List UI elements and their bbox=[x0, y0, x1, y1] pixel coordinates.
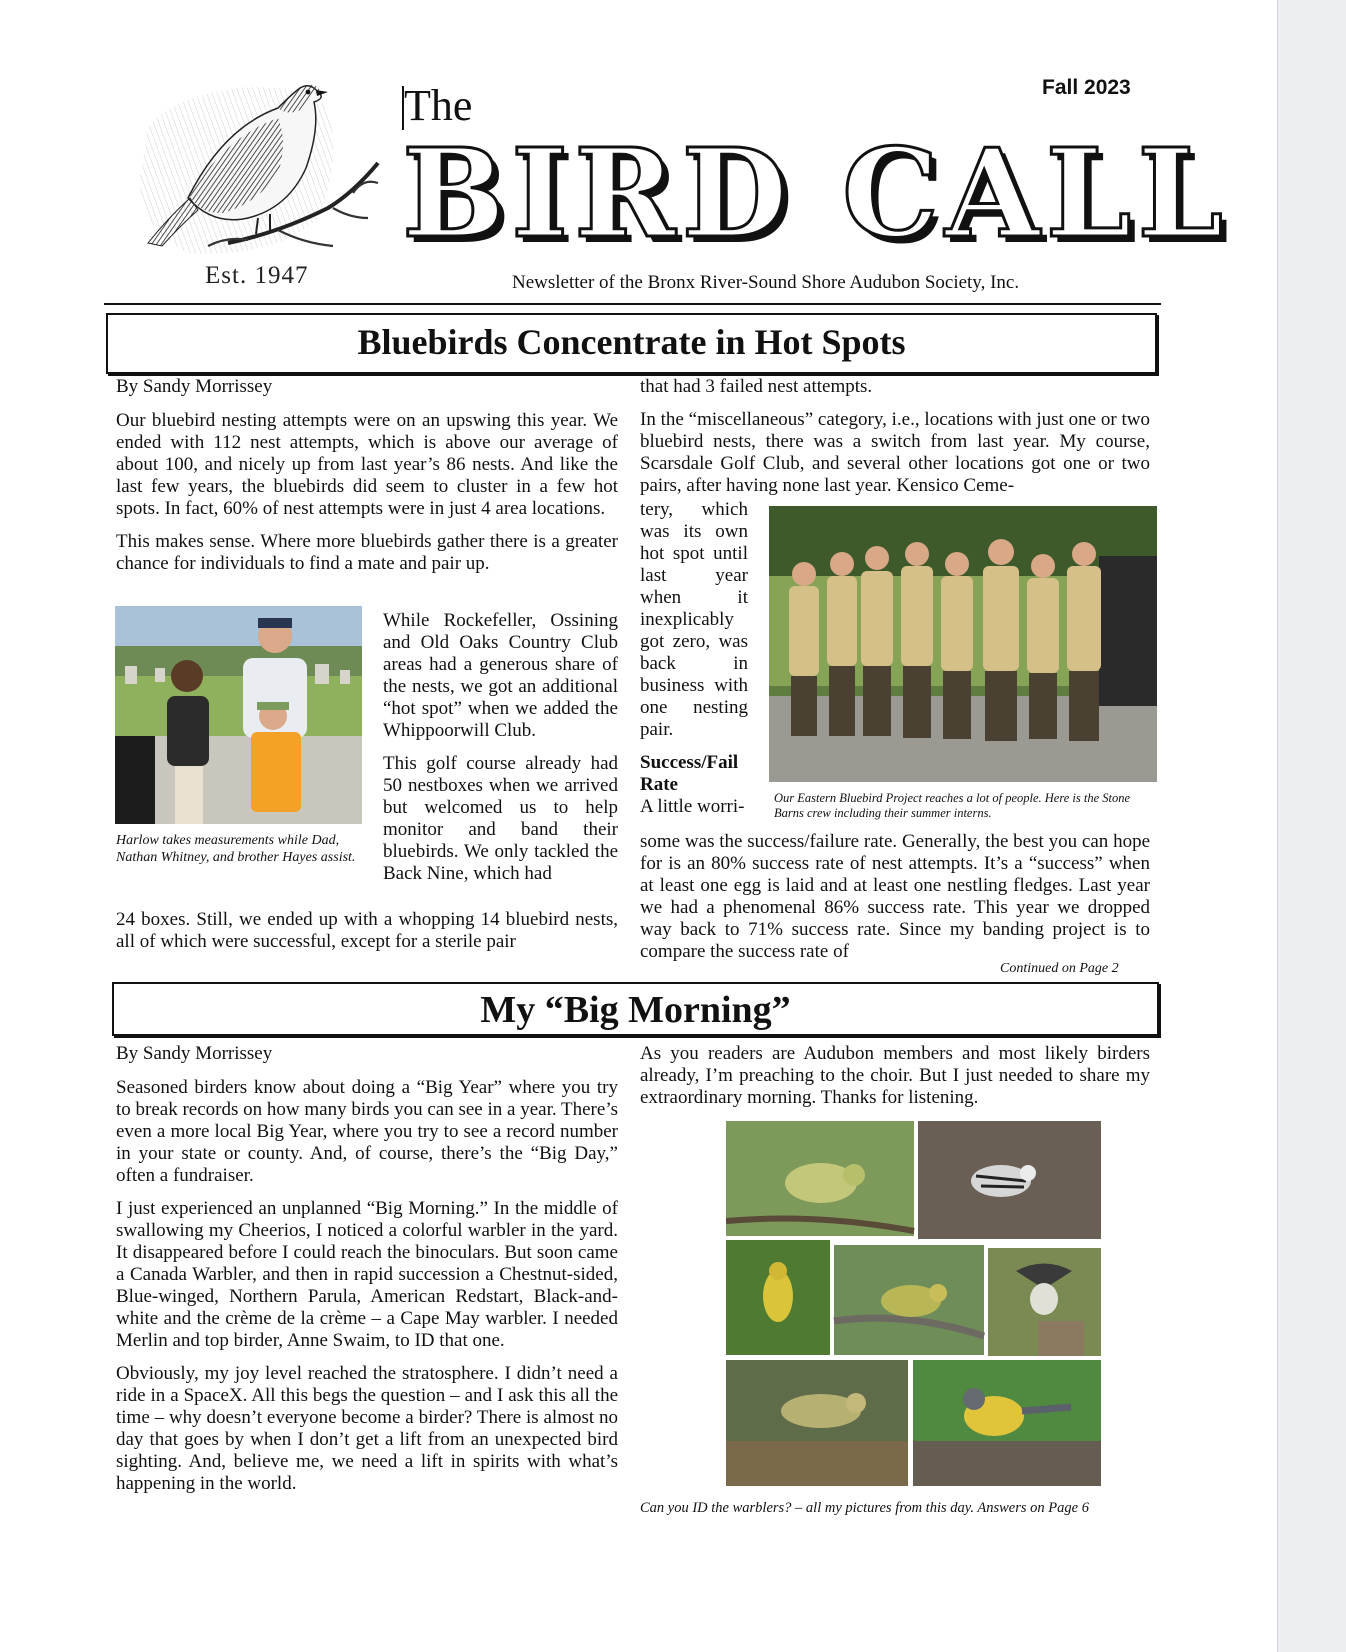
stone-barns-crew-photo bbox=[769, 506, 1157, 782]
warbler-photo-5 bbox=[988, 1248, 1101, 1356]
masthead-subtitle: Newsletter of the Bronx River-Sound Shore Audubon Society, Inc. bbox=[512, 272, 1020, 293]
warbler-photo-7 bbox=[913, 1360, 1101, 1486]
article1-col1-top bbox=[116, 410, 618, 586]
article1-paragraph-6b: some was the success/failure rate. Generally, the best you can hope for is an 80% success rate of nest attempts. It’s a “success” when at least one egg is laid and at least one nestling fledges. Last year we had a phenomenal 86% success rate. This year we dropped way back to 71% success rate. Since my banding project is to compare the success rate of bbox=[640, 831, 1150, 962]
success-fail-subhead: Success/Fail Rate bbox=[640, 752, 739, 795]
masthead-the: The bbox=[404, 81, 473, 130]
article2-col1 bbox=[116, 1077, 618, 1506]
warbler-photo-2 bbox=[918, 1121, 1101, 1239]
warbler-photo-3 bbox=[726, 1240, 830, 1355]
article1-paragraph-5b: tery, which was its own hot spot until last year when it inexplicably got zero, was back in business with one nesting pair. bbox=[640, 499, 748, 740]
article1-paragraph-3: While Rockefeller, Ossining and Old Oaks Country Club areas had a generous share of the nests, we got an additional “hot spot” when we added the Whippoorwill Club. bbox=[383, 610, 618, 741]
article2-byline: By Sandy Morrissey bbox=[116, 1043, 273, 1064]
article1-paragraph-1: Our bluebird nesting attempts were on an upswing this year. We ended with 112 nest attempts, which is above our average of about 100, and nicely up from last year’s 86 nests. And like the last few years, the bluebirds did seem to cluster in a few hot spots. In fact, 60% of nest attempts were in just 4 area locations. bbox=[116, 410, 618, 519]
article1-paragraph-5a: In the “miscellaneous” category, i.e., locations with just one or two bluebird nests, there was a switch from last year. My course, Scarsdale Golf Club, and several other locations got one or two pairs, after having none last year. Kensico Ceme- bbox=[640, 409, 1150, 496]
masthead-title: BIRD CALL bbox=[402, 121, 1230, 265]
family-measuring-photo bbox=[115, 606, 362, 824]
established-year: Est. 1947 bbox=[205, 262, 309, 289]
article1-headline: Bluebirds Concentrate in Hot Spots bbox=[106, 313, 1157, 374]
article2-col2 bbox=[640, 1043, 1150, 1120]
warbler-photo-6 bbox=[726, 1360, 908, 1486]
article1-byline: By Sandy Morrissey bbox=[116, 376, 273, 397]
article1-paragraph-4c: that had 3 failed nest attempts. bbox=[640, 376, 873, 397]
continued-note: Continued on Page 2 bbox=[1000, 961, 1119, 976]
article1-col2-top bbox=[640, 376, 1150, 497]
issue-date: Fall 2023 bbox=[1042, 76, 1131, 99]
article2-paragraph-1: Seasoned birders know about doing a “Big Year” where you try to break records on how many birds you can see in a year. There’s even a more local Big Year, where you try to see a record number in your state or county. And, of course, there’s the “Big Day,” often a fundraiser. bbox=[116, 1077, 618, 1186]
article1-paragraph-2: This makes sense. Where more bluebirds gather there is a greater chance for individuals to find a mate and pair up. bbox=[116, 531, 618, 574]
warbler-photo-4 bbox=[834, 1245, 984, 1355]
warbler-photo-collage bbox=[726, 1121, 1101, 1486]
warbler-photo-1 bbox=[726, 1121, 914, 1236]
article2-paragraph-3: Obviously, my joy level reached the stratosphere. I didn’t need a ride in a SpaceX. All this begs the question – and I ask this all the time – why doesn’t everyone become a birder? There is almost no day that goes by when I don’t get a lift from an unexpected bird sighting. And, believe me, we need a lift in spirits with what’s happening in the world. bbox=[116, 1363, 618, 1494]
caption-family-photo: Harlow takes measurements while Dad, Nathan Whitney, and brother Hayes assist. bbox=[116, 833, 356, 865]
article1-paragraph-4b: 24 boxes. Still, we ended up with a whopping 14 bluebird nests, all of which were successful, except for a sterile pair bbox=[116, 909, 618, 952]
article2-headline: My “Big Morning” bbox=[112, 982, 1159, 1036]
article2-paragraph-4: As you readers are Audubon members and most likely birders already, I’m preaching to the choir. But I just needed to share my extraordinary morning. Thanks for listening. bbox=[640, 1043, 1150, 1108]
bluebird-sketch-logo bbox=[128, 68, 388, 278]
article1-col2-bottom bbox=[640, 831, 1150, 963]
caption-warbler-collage: Can you ID the warblers? – all my pictures from this day. Answers on Page 6 bbox=[640, 1500, 1089, 1516]
article1-col1-bottom bbox=[116, 909, 618, 964]
masthead-rule bbox=[104, 303, 1161, 305]
article1-paragraph-6a: A little worri- bbox=[640, 796, 745, 817]
caption-crew-photo: Our Eastern Bluebird Project reaches a lot of people. Here is the Stone Barns crew including their summer interns. bbox=[774, 791, 1131, 820]
viewer-margin bbox=[1278, 0, 1346, 1652]
article1-paragraph-4a: This golf course already had 50 nestboxes when we arrived but welcomed us to help monitor and band their bluebirds. We only tackled the Back Nine, which had bbox=[383, 753, 618, 884]
article2-paragraph-2: I just experienced an unplanned “Big Morning.” In the middle of swallowing my Cheerios, I noticed a colorful warbler in the yard. It disappeared before I could reach the binoculars. But soon came a Canada Warbler, and then in rapid succession a Chestnut-sided, Blue-winged, Northern Parula, American Redstart, Black-and-white and the crème de la crème – a Cape May warbler. I needed Merlin and top birder, Anne Swaim, to ID that one. bbox=[116, 1198, 618, 1351]
article1-col2-narrow bbox=[640, 499, 748, 818]
article1-col1-wrap bbox=[383, 610, 618, 885]
